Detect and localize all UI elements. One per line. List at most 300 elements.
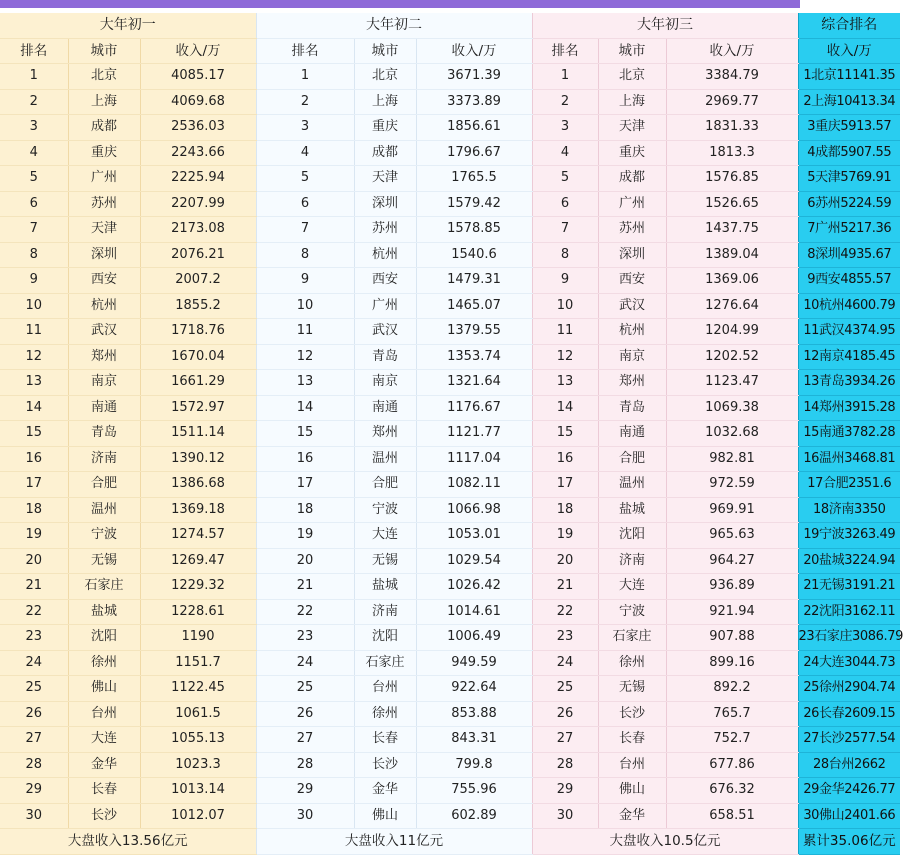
- city-cell: 深圳: [354, 191, 416, 217]
- rank-cell: 7: [256, 217, 354, 243]
- income-cell: 1082.11: [416, 472, 532, 498]
- rank-cell: 11: [532, 319, 598, 345]
- income-cell: 1204.99: [666, 319, 798, 345]
- table-row: [0, 650, 900, 676]
- city-cell: 盐城: [68, 599, 140, 625]
- rank-cell: 27: [256, 727, 354, 753]
- income-cell: 982.81: [666, 446, 798, 472]
- city-cell: 石家庄: [598, 625, 666, 651]
- rank-cell: 19: [532, 523, 598, 549]
- city-cell: 佛山: [598, 778, 666, 804]
- city-cell: 成都: [68, 115, 140, 141]
- city-cell: 大连: [68, 727, 140, 753]
- income-cell: 969.91: [666, 497, 798, 523]
- table-row: [0, 140, 900, 166]
- rank-cell: 16: [0, 446, 68, 472]
- city-cell: 广州: [598, 191, 666, 217]
- income-cell: 1511.14: [140, 421, 256, 447]
- city-cell: 合肥: [68, 472, 140, 498]
- income-cell: 1389.04: [666, 242, 798, 268]
- table-row: [0, 89, 900, 115]
- rank-cell: 11: [256, 319, 354, 345]
- city-cell: 南通: [354, 395, 416, 421]
- city-cell: 青岛: [68, 421, 140, 447]
- combined-cell: 28台州2662: [798, 752, 900, 778]
- city-cell: 长春: [68, 778, 140, 804]
- income-cell: 1013.14: [140, 778, 256, 804]
- top-banner: [0, 0, 800, 8]
- rank-cell: 3: [0, 115, 68, 141]
- rank-cell: 22: [532, 599, 598, 625]
- rank-cell: 8: [256, 242, 354, 268]
- income-cell: 1053.01: [416, 523, 532, 549]
- rank-cell: 2: [0, 89, 68, 115]
- city-cell: 长春: [598, 727, 666, 753]
- rank-cell: 5: [256, 166, 354, 192]
- rank-cell: 14: [0, 395, 68, 421]
- group-title-day3: 大年初三: [532, 13, 798, 38]
- city-cell: 徐州: [354, 701, 416, 727]
- income-cell: 2536.03: [140, 115, 256, 141]
- income-cell: 2076.21: [140, 242, 256, 268]
- combined-cell: 10杭州4600.79: [798, 293, 900, 319]
- income-cell: 1390.12: [140, 446, 256, 472]
- table-row: [0, 803, 900, 829]
- rank-cell: 18: [0, 497, 68, 523]
- combined-cell: 23石家庄3086.79: [798, 625, 900, 651]
- income-cell: 1229.32: [140, 574, 256, 600]
- city-cell: 南京: [354, 370, 416, 396]
- column-header-row: [0, 38, 900, 64]
- city-cell: 成都: [354, 140, 416, 166]
- income-cell: 1379.55: [416, 319, 532, 345]
- income-cell: 1479.31: [416, 268, 532, 294]
- income-cell: 1579.42: [416, 191, 532, 217]
- group-title-day2: 大年初二: [256, 13, 532, 38]
- income-cell: 1276.64: [666, 293, 798, 319]
- group-title-combined: 综合排名: [798, 13, 900, 38]
- city-cell: 宁波: [598, 599, 666, 625]
- city-cell: 南京: [598, 344, 666, 370]
- income-cell: 3373.89: [416, 89, 532, 115]
- income-cell: 1369.18: [140, 497, 256, 523]
- city-cell: 金华: [68, 752, 140, 778]
- rank-cell: 24: [0, 650, 68, 676]
- combined-cell: 1北京11141.35: [798, 64, 900, 90]
- rank-cell: 18: [532, 497, 598, 523]
- income-cell: 972.59: [666, 472, 798, 498]
- income-cell: 1121.77: [416, 421, 532, 447]
- rank-cell: 28: [0, 752, 68, 778]
- city-cell: 济南: [68, 446, 140, 472]
- total-day2: 大盘收入11亿元: [256, 829, 532, 855]
- city-header: 城市: [354, 38, 416, 64]
- table-row: [0, 625, 900, 651]
- city-cell: 北京: [598, 64, 666, 90]
- combined-cell: 27长沙2577.54: [798, 727, 900, 753]
- income-cell: 1061.5: [140, 701, 256, 727]
- city-cell: 无锡: [354, 548, 416, 574]
- income-cell: 1386.68: [140, 472, 256, 498]
- income-cell: 2225.94: [140, 166, 256, 192]
- rank-cell: 8: [0, 242, 68, 268]
- city-cell: 北京: [354, 64, 416, 90]
- group-header-row: [0, 13, 900, 38]
- rank-cell: 10: [256, 293, 354, 319]
- table-row: [0, 574, 900, 600]
- city-cell: 石家庄: [68, 574, 140, 600]
- income-cell: 964.27: [666, 548, 798, 574]
- combined-cell: 25徐州2904.74: [798, 676, 900, 702]
- income-cell: 2207.99: [140, 191, 256, 217]
- income-cell: 936.89: [666, 574, 798, 600]
- combined-cell: 9西安4855.57: [798, 268, 900, 294]
- rank-cell: 21: [256, 574, 354, 600]
- rank-cell: 17: [0, 472, 68, 498]
- combined-cell: 19宁波3263.49: [798, 523, 900, 549]
- rank-cell: 1: [256, 64, 354, 90]
- total-row: [0, 829, 900, 855]
- combined-cell: 5天津5769.91: [798, 166, 900, 192]
- income-cell: 907.88: [666, 625, 798, 651]
- city-cell: 武汉: [68, 319, 140, 345]
- combined-cell: 2上海10413.34: [798, 89, 900, 115]
- table-row: [0, 166, 900, 192]
- rank-cell: 7: [0, 217, 68, 243]
- combined-cell: 16温州3468.81: [798, 446, 900, 472]
- income-cell: 1032.68: [666, 421, 798, 447]
- income-cell: 1151.7: [140, 650, 256, 676]
- rank-cell: 29: [532, 778, 598, 804]
- income-cell: 2243.66: [140, 140, 256, 166]
- income-header: 收入/万: [666, 38, 798, 64]
- city-cell: 台州: [354, 676, 416, 702]
- income-cell: 892.2: [666, 676, 798, 702]
- rank-cell: 16: [256, 446, 354, 472]
- combined-cell: 8深圳4935.67: [798, 242, 900, 268]
- income-cell: 1813.3: [666, 140, 798, 166]
- income-cell: 677.86: [666, 752, 798, 778]
- income-cell: 1202.52: [666, 344, 798, 370]
- income-cell: 1796.67: [416, 140, 532, 166]
- rank-cell: 13: [532, 370, 598, 396]
- rank-cell: 8: [532, 242, 598, 268]
- city-cell: 杭州: [68, 293, 140, 319]
- rank-cell: 7: [532, 217, 598, 243]
- income-cell: 1321.64: [416, 370, 532, 396]
- table-row: [0, 676, 900, 702]
- combined-cell: 15南通3782.28: [798, 421, 900, 447]
- city-cell: 长春: [354, 727, 416, 753]
- income-cell: 1026.42: [416, 574, 532, 600]
- income-cell: 1055.13: [140, 727, 256, 753]
- table-row: [0, 752, 900, 778]
- income-cell: 2173.08: [140, 217, 256, 243]
- rank-cell: 27: [0, 727, 68, 753]
- rank-cell: 9: [0, 268, 68, 294]
- rank-cell: 23: [532, 625, 598, 651]
- income-cell: 1353.74: [416, 344, 532, 370]
- group-title-day1: 大年初一: [0, 13, 256, 38]
- income-cell: 843.31: [416, 727, 532, 753]
- income-cell: 676.32: [666, 778, 798, 804]
- income-cell: 1012.07: [140, 803, 256, 829]
- city-cell: 苏州: [598, 217, 666, 243]
- table-row: [0, 548, 900, 574]
- rank-cell: 4: [0, 140, 68, 166]
- city-cell: 武汉: [354, 319, 416, 345]
- city-cell: 济南: [354, 599, 416, 625]
- rank-cell: 21: [532, 574, 598, 600]
- rank-cell: 30: [0, 803, 68, 829]
- city-cell: 郑州: [598, 370, 666, 396]
- rank-cell: 18: [256, 497, 354, 523]
- rank-header: 排名: [532, 38, 598, 64]
- rank-cell: 10: [532, 293, 598, 319]
- combined-cell: 22沈阳3162.11: [798, 599, 900, 625]
- income-cell: 1069.38: [666, 395, 798, 421]
- rank-cell: 19: [256, 523, 354, 549]
- table-row: [0, 268, 900, 294]
- rank-cell: 15: [256, 421, 354, 447]
- income-header: 收入/万: [140, 38, 256, 64]
- rank-cell: 23: [0, 625, 68, 651]
- city-cell: 天津: [598, 115, 666, 141]
- city-cell: 杭州: [598, 319, 666, 345]
- rank-cell: 30: [532, 803, 598, 829]
- city-cell: 杭州: [354, 242, 416, 268]
- rank-header: 排名: [0, 38, 68, 64]
- income-cell: 1176.67: [416, 395, 532, 421]
- city-cell: 宁波: [354, 497, 416, 523]
- income-cell: 1437.75: [666, 217, 798, 243]
- rank-cell: 29: [256, 778, 354, 804]
- combined-cell: 18济南3350: [798, 497, 900, 523]
- ranking-table: [0, 13, 903, 855]
- combined-cell: 7广州5217.36: [798, 217, 900, 243]
- city-cell: 金华: [354, 778, 416, 804]
- city-cell: 西安: [598, 268, 666, 294]
- combined-cell: 11武汉4374.95: [798, 319, 900, 345]
- income-cell: 1576.85: [666, 166, 798, 192]
- city-cell: 深圳: [598, 242, 666, 268]
- income-cell: 1014.61: [416, 599, 532, 625]
- rank-cell: 5: [0, 166, 68, 192]
- rank-cell: 1: [532, 64, 598, 90]
- rank-cell: 2: [256, 89, 354, 115]
- table-row: [0, 395, 900, 421]
- city-cell: 苏州: [354, 217, 416, 243]
- income-cell: 1526.65: [666, 191, 798, 217]
- city-cell: 大连: [598, 574, 666, 600]
- income-cell: 965.63: [666, 523, 798, 549]
- city-cell: 重庆: [598, 140, 666, 166]
- city-cell: 重庆: [354, 115, 416, 141]
- rank-cell: 12: [0, 344, 68, 370]
- rank-cell: 16: [532, 446, 598, 472]
- city-cell: 南京: [68, 370, 140, 396]
- city-cell: 徐州: [68, 650, 140, 676]
- rank-cell: 4: [532, 140, 598, 166]
- city-cell: 南通: [598, 421, 666, 447]
- combined-cell: 13青岛3934.26: [798, 370, 900, 396]
- table-row: [0, 217, 900, 243]
- city-cell: 上海: [598, 89, 666, 115]
- table-row: [0, 497, 900, 523]
- total-combined: 累计35.06亿元: [798, 829, 900, 855]
- rank-cell: 21: [0, 574, 68, 600]
- city-cell: 温州: [68, 497, 140, 523]
- combined-cell: 6苏州5224.59: [798, 191, 900, 217]
- rank-cell: 25: [0, 676, 68, 702]
- income-cell: 799.8: [416, 752, 532, 778]
- income-cell: 1117.04: [416, 446, 532, 472]
- city-cell: 武汉: [598, 293, 666, 319]
- income-cell: 1540.6: [416, 242, 532, 268]
- rank-cell: 2: [532, 89, 598, 115]
- rank-cell: 3: [256, 115, 354, 141]
- income-cell: 922.64: [416, 676, 532, 702]
- income-cell: 949.59: [416, 650, 532, 676]
- income-cell: 1123.47: [666, 370, 798, 396]
- rank-cell: 26: [532, 701, 598, 727]
- rank-cell: 17: [256, 472, 354, 498]
- combined-income-header: 收入/万: [798, 38, 900, 64]
- city-cell: 无锡: [68, 548, 140, 574]
- income-cell: 1122.45: [140, 676, 256, 702]
- city-cell: 青岛: [354, 344, 416, 370]
- income-cell: 658.51: [666, 803, 798, 829]
- rank-cell: 20: [532, 548, 598, 574]
- city-cell: 温州: [354, 446, 416, 472]
- table-row: [0, 370, 900, 396]
- table-row: [0, 293, 900, 319]
- income-cell: 1274.57: [140, 523, 256, 549]
- table-row: [0, 727, 900, 753]
- income-cell: 1190: [140, 625, 256, 651]
- table-row: [0, 472, 900, 498]
- city-cell: 西安: [354, 268, 416, 294]
- city-cell: 广州: [354, 293, 416, 319]
- combined-cell: 30佛山2401.66: [798, 803, 900, 829]
- combined-cell: 24大连3044.73: [798, 650, 900, 676]
- rank-cell: 15: [0, 421, 68, 447]
- income-cell: 1228.61: [140, 599, 256, 625]
- city-cell: 沈阳: [598, 523, 666, 549]
- rank-cell: 9: [532, 268, 598, 294]
- rank-cell: 3: [532, 115, 598, 141]
- city-cell: 天津: [354, 166, 416, 192]
- income-cell: 1465.07: [416, 293, 532, 319]
- income-cell: 4069.68: [140, 89, 256, 115]
- rank-cell: 20: [0, 548, 68, 574]
- income-cell: 1066.98: [416, 497, 532, 523]
- city-cell: 长沙: [598, 701, 666, 727]
- income-cell: 755.96: [416, 778, 532, 804]
- rank-cell: 30: [256, 803, 354, 829]
- combined-cell: 26长春2609.15: [798, 701, 900, 727]
- income-cell: 1856.61: [416, 115, 532, 141]
- city-header: 城市: [598, 38, 666, 64]
- city-cell: 深圳: [68, 242, 140, 268]
- total-day1: 大盘收入13.56亿元: [0, 829, 256, 855]
- city-cell: 台州: [598, 752, 666, 778]
- income-cell: 1855.2: [140, 293, 256, 319]
- city-cell: 长沙: [68, 803, 140, 829]
- income-cell: 602.89: [416, 803, 532, 829]
- rank-cell: 15: [532, 421, 598, 447]
- combined-cell: 12南京4185.45: [798, 344, 900, 370]
- rank-cell: 24: [532, 650, 598, 676]
- table-row: [0, 191, 900, 217]
- rank-cell: 4: [256, 140, 354, 166]
- income-cell: 4085.17: [140, 64, 256, 90]
- combined-cell: 14郑州3915.28: [798, 395, 900, 421]
- combined-cell: 3重庆5913.57: [798, 115, 900, 141]
- city-cell: 郑州: [354, 421, 416, 447]
- combined-cell: 17合肥2351.6: [798, 472, 900, 498]
- rank-cell: 1: [0, 64, 68, 90]
- city-cell: 佛山: [354, 803, 416, 829]
- rank-cell: 9: [256, 268, 354, 294]
- income-cell: 1572.97: [140, 395, 256, 421]
- rank-cell: 22: [256, 599, 354, 625]
- income-cell: 1269.47: [140, 548, 256, 574]
- rank-cell: 17: [532, 472, 598, 498]
- rank-cell: 23: [256, 625, 354, 651]
- rank-cell: 6: [0, 191, 68, 217]
- city-cell: 天津: [68, 217, 140, 243]
- city-cell: 成都: [598, 166, 666, 192]
- city-cell: 宁波: [68, 523, 140, 549]
- rank-cell: 12: [532, 344, 598, 370]
- rank-cell: 20: [256, 548, 354, 574]
- city-cell: 合肥: [598, 446, 666, 472]
- city-cell: 台州: [68, 701, 140, 727]
- rank-cell: 25: [532, 676, 598, 702]
- income-cell: 752.7: [666, 727, 798, 753]
- income-cell: 1670.04: [140, 344, 256, 370]
- combined-cell: 29金华2426.77: [798, 778, 900, 804]
- city-header: 城市: [68, 38, 140, 64]
- city-cell: 盐城: [354, 574, 416, 600]
- rank-cell: 26: [0, 701, 68, 727]
- rank-cell: 28: [256, 752, 354, 778]
- rank-cell: 13: [256, 370, 354, 396]
- combined-cell: 20盐城3224.94: [798, 548, 900, 574]
- city-cell: 无锡: [598, 676, 666, 702]
- rank-cell: 25: [256, 676, 354, 702]
- city-cell: 北京: [68, 64, 140, 90]
- income-header: 收入/万: [416, 38, 532, 64]
- city-cell: 沈阳: [354, 625, 416, 651]
- city-cell: 南通: [68, 395, 140, 421]
- city-cell: 温州: [598, 472, 666, 498]
- rank-cell: 29: [0, 778, 68, 804]
- table-row: [0, 523, 900, 549]
- income-cell: 1029.54: [416, 548, 532, 574]
- city-cell: 盐城: [598, 497, 666, 523]
- city-cell: 广州: [68, 166, 140, 192]
- income-cell: 1831.33: [666, 115, 798, 141]
- table-row: [0, 115, 900, 141]
- total-day3: 大盘收入10.5亿元: [532, 829, 798, 855]
- rank-cell: 13: [0, 370, 68, 396]
- income-cell: 1369.06: [666, 268, 798, 294]
- rank-cell: 19: [0, 523, 68, 549]
- table-row: [0, 344, 900, 370]
- city-cell: 佛山: [68, 676, 140, 702]
